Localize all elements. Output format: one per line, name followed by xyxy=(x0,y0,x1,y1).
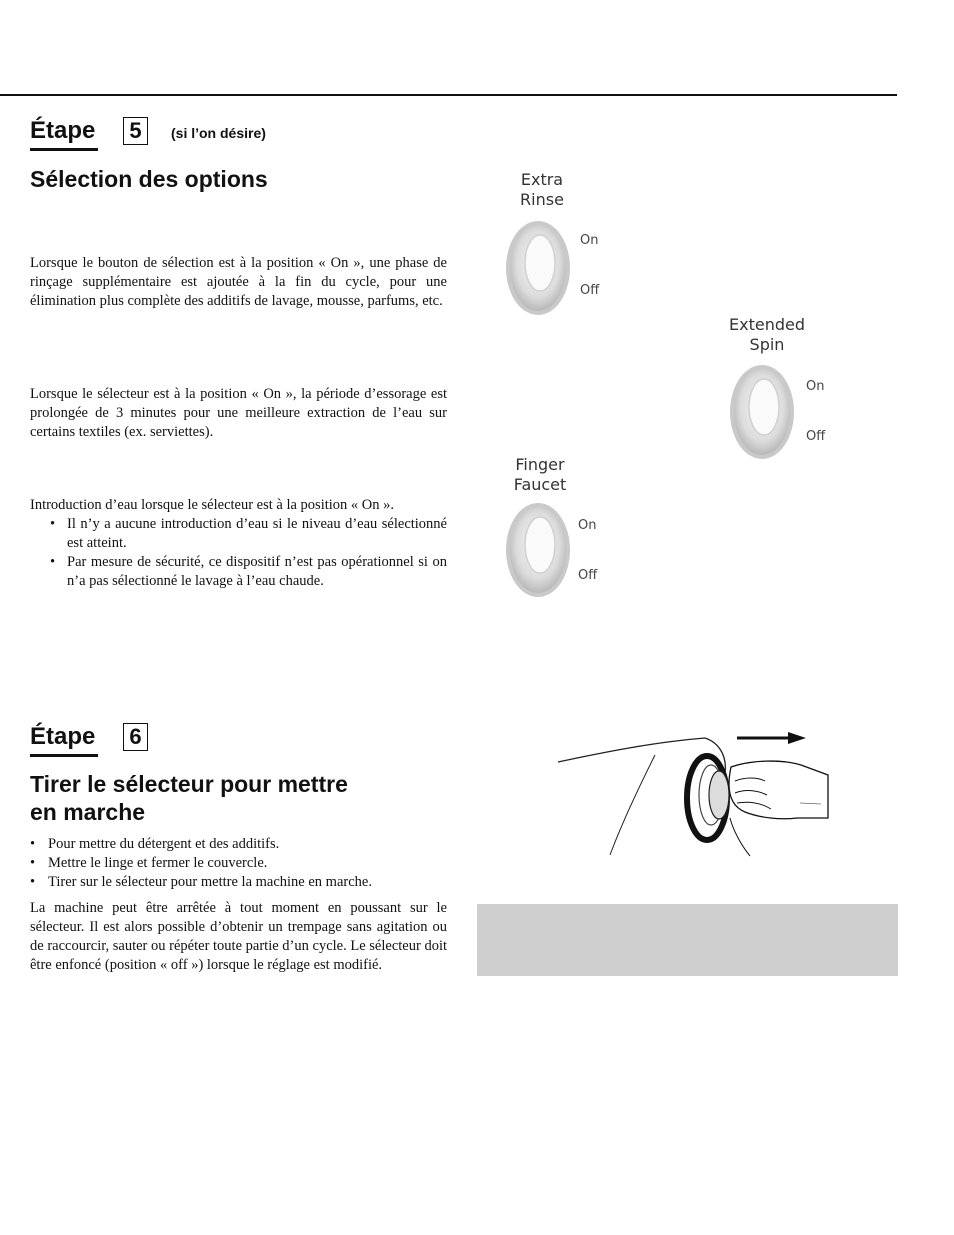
extended-spin-knob xyxy=(724,315,854,465)
knob-label: Extra Rinse xyxy=(520,170,564,209)
knob-on-label: On xyxy=(580,233,599,248)
finger-faucet-knob-icon xyxy=(504,500,572,600)
list-item: • Mettre le linge et fermer le couvercle. xyxy=(30,855,268,871)
knob-on-label: On xyxy=(806,379,825,394)
extra-rinse-description: Lorsque le bouton de sélection est à la position « On », une phase de rinçage supplémentaire est ajoutée à la fin du cycle, pour une élimination plus complète des additifs de lavage, mousse, parfums, etc. xyxy=(30,255,447,309)
extra-rinse-knob-icon xyxy=(504,218,572,318)
knob-off-label: Off xyxy=(578,568,598,583)
list-item: • Tirer sur le sélecteur pour mettre la machine en marche. xyxy=(30,874,372,890)
step-6-bullets xyxy=(30,835,447,892)
extra-rinse-knob xyxy=(500,170,610,320)
list-item: • Il n’y a aucune introduction d’eau si le niveau d’eau sélectionné est atteint. xyxy=(50,516,447,551)
step-number-box: 5 xyxy=(123,117,148,145)
knob-label: Extended Spin xyxy=(729,315,805,354)
step-word: Étape xyxy=(30,117,96,144)
extended-spin-description: Lorsque le sélecteur est à la position « On », la période d’essorage est prolongée de 3 minutes pour une meilleure extraction de l’eau sur certains textiles (ex. serviettes). xyxy=(30,386,447,440)
step-underline xyxy=(30,754,98,757)
knob-off-label: Off xyxy=(806,429,826,444)
extended-spin-knob-icon xyxy=(728,362,796,462)
right-arrow-icon xyxy=(736,730,808,746)
knob-label: Finger Faucet xyxy=(513,455,567,494)
finger-faucet-bullets xyxy=(30,515,447,591)
section-title-start: Tirer le sélecteur pour mettre en marche xyxy=(30,771,348,825)
knob-off-label: Off xyxy=(580,283,600,298)
finger-faucet-knob xyxy=(500,455,610,605)
step-number-box: 6 xyxy=(123,723,148,751)
knob-on-label: On xyxy=(578,518,597,533)
list-item: • Pour mettre du détergent et des additifs. xyxy=(30,836,280,852)
section-title-options: Sélection des options xyxy=(30,166,268,192)
finger-faucet-intro: Introduction d’eau lorsque le sélecteur est à la position « On ». xyxy=(30,497,395,513)
step-underline xyxy=(30,148,98,151)
step-6-paragraph: La machine peut être arrêtée à tout moment en poussant sur le sélecteur. Il est alors possible d’obtenir un trempage sans agitation ou de raccourcir, sauter ou répéter toute partie d’un cycle. Le sélecteur doit être enfoncé (position « off ») lorsque le réglage est modifié. xyxy=(30,900,447,973)
gray-panel xyxy=(477,904,898,976)
top-rule xyxy=(0,94,897,96)
list-item: • Par mesure de sécurité, ce dispositif n’est pas opérationnel si on n’a pas sélectionné le lavage à l’eau chaude. xyxy=(50,554,447,589)
step-word: Étape xyxy=(30,723,96,750)
step-note: (si l’on désire) xyxy=(171,125,266,141)
